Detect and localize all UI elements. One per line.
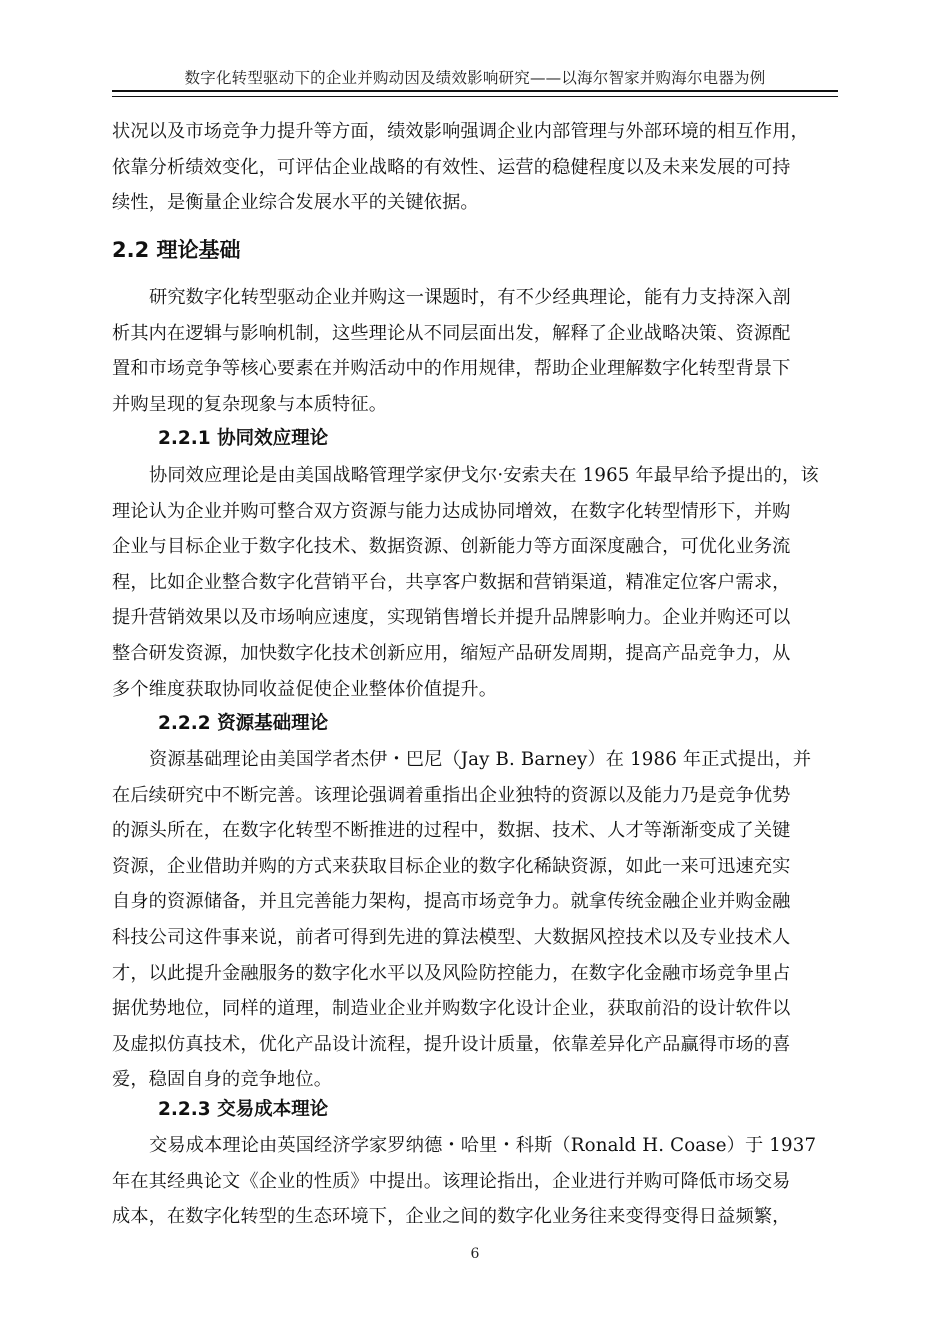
text-line: 年在其经典论文《企业的性质》中提出。该理论指出，企业进行并购可降低市场交易 — [112, 1170, 791, 1192]
text-line: 据优势地位，同样的道理，制造业企业并购数字化设计企业，获取前沿的设计软件以 — [112, 998, 791, 1020]
text-line: 多个维度获取协同收益促使企业整体价值提升。 — [112, 678, 498, 700]
text-line: 成本，在数字化转型的生态环境下，企业之间的数字化业务往来变得变得日益频繁， — [112, 1206, 791, 1228]
text-line: 续性，是衡量企业综合发展水平的关键依据。 — [112, 192, 479, 214]
text-line: 程，比如企业整合数字化营销平台，共享客户数据和营销渠道，精准定位客户需求， — [112, 571, 791, 593]
section-paragraph — [112, 280, 838, 422]
page-number: 6 — [470, 1246, 480, 1262]
text-line: 企业与目标企业于数字化技术、数据资源、创新能力等方面深度融合，可优化业务流 — [112, 536, 791, 558]
text-line: 爱，稳固自身的竞争地位。 — [112, 1069, 333, 1091]
subsection-paragraph — [112, 1128, 838, 1235]
text-line: 研究数字化转型驱动企业并购这一课题时，有不少经典理论，能有力支持深入剖 — [149, 287, 791, 308]
text-line: 置和市场竞争等核心要素在并购活动中的作用规律，帮助企业理解数字化转型背景下 — [112, 358, 791, 380]
intro-paragraph — [112, 114, 838, 221]
subsection-heading: 2.2.1 协同效应理论 — [158, 428, 329, 449]
text-line: 及虚拟仿真技术，优化产品设计流程，提升设计质量，依靠差异化产品赢得市场的喜 — [112, 1033, 791, 1055]
text-line: 提升营销效果以及市场响应速度，实现销售增长并提升品牌影响力。企业并购还可以 — [112, 607, 791, 629]
text-line: 交易成本理论由英国经济学家罗纳德・哈里・科斯（Ronald H. Coase）于 1937 — [149, 1135, 817, 1156]
text-line: 状况以及市场竞争力提升等方面，绩效影响强调企业内部管理与外部环境的相互作用， — [112, 121, 809, 142]
text-line: 科技公司这件事来说，前者可得到先进的算法模型、大数据风控技术以及专业技术人 — [112, 926, 791, 948]
section-heading: 2.2 理论基础 — [112, 238, 241, 262]
text-line: 协同效应理论是由美国战略管理学家伊戈尔·安索夫在 1965 年最早给予提出的，该 — [149, 465, 819, 486]
text-line: 自身的资源储备，并且完善能力架构，提高市场竞争力。就拿传统金融企业并购金融 — [112, 891, 791, 913]
text-line: 析其内在逻辑与影响机制，这些理论从不同层面出发，解释了企业战略决策、资源配 — [112, 322, 791, 344]
text-line: 资源，企业借助并购的方式来获取目标企业的数字化稀缺资源，如此一来可迅速充实 — [112, 855, 791, 877]
text-line: 并购呈现的复杂现象与本质特征。 — [112, 393, 388, 415]
text-line: 整合研发资源，加快数字化技术创新应用，缩短产品研发周期，提高产品竞争力，从 — [112, 642, 791, 664]
subsection-heading: 2.2.3 交易成本理论 — [158, 1099, 329, 1120]
header-rule — [112, 90, 838, 92]
subsection-heading: 2.2.2 资源基础理论 — [158, 713, 329, 734]
text-line: 资源基础理论由美国学者杰伊・巴尼（Jay B. Barney）在 1986 年正式提出，并 — [149, 749, 812, 770]
subsection-paragraph — [112, 458, 838, 707]
text-line: 理论认为企业并购可整合双方资源与能力达成协同增效，在数字化转型情形下，并购 — [112, 500, 791, 522]
header-rule-thin — [112, 96, 838, 97]
text-line: 依靠分析绩效变化，可评估企业战略的有效性、运营的稳健程度以及未来发展的可持 — [112, 156, 791, 178]
subsection-paragraph — [112, 742, 838, 1098]
text-line: 在后续研究中不断完善。该理论强调着重指出企业独特的资源以及能力乃是竞争优势 — [112, 784, 791, 806]
text-line: 才，以此提升金融服务的数字化水平以及风险防控能力，在数字化金融市场竞争里占 — [112, 962, 791, 984]
running-header: 数字化转型驱动下的企业并购动因及绩效影响研究——以海尔智家并购海尔电器为例 — [184, 69, 766, 87]
text-line: 的源头所在，在数字化转型不断推进的过程中，数据、技术、人才等渐渐变成了关键 — [112, 820, 791, 842]
